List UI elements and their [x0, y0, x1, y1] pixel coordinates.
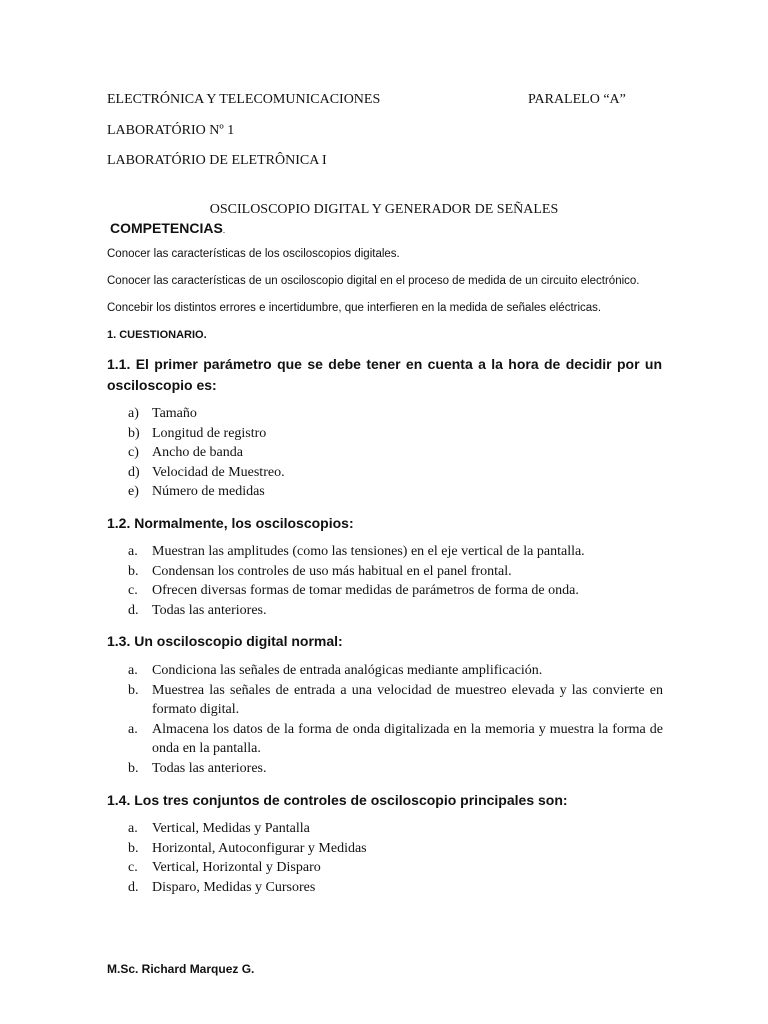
- parallel-label: PARALELO “A”: [528, 92, 626, 107]
- options-1-1: [128, 404, 663, 502]
- list-item: a. Condiciona las señales de entrada analógicas mediante amplificación.: [128, 663, 543, 678]
- list-item: c) Ancho de banda: [128, 445, 243, 460]
- author-footer: M.Sc. Richard Marquez G.: [107, 962, 255, 976]
- list-item: b) Longitud de registro: [128, 425, 267, 441]
- list-item: d. Disparo, Medidas y Cursores: [128, 879, 316, 895]
- list-item: a) Tamaño: [128, 406, 197, 421]
- list-item: a. Muestran las amplitudes (como las tensiones) en el eje vertical de la pantalla.: [128, 544, 585, 559]
- section-heading: 1. CUESTIONARIO.: [107, 329, 207, 341]
- competency-item: Conocer las características de un osciloscopio digital en el proceso de medida de un circuito electrónico.: [107, 275, 640, 287]
- question-1-2: 1.2. Normalmente, los osciloscopios:: [107, 515, 354, 531]
- list-item: b. Condensan los controles de uso más habitual en el panel frontal.: [128, 563, 512, 579]
- list-item: c. Vertical, Horizontal y Disparo: [128, 860, 321, 875]
- lab-name: LABORATÓRIO DE ELETRÔNICA I: [107, 153, 327, 168]
- list-item: e) Número de medidas: [128, 484, 265, 499]
- competency-item: Conocer las características de los osciloscopios digitales.: [107, 248, 400, 260]
- question-1-1: 1.1. El primer parámetro que se debe tener en cuenta a la hora de decidir por un osciloscopio es:: [107, 356, 662, 393]
- document-title: OSCILOSCOPIO DIGITAL Y GENERADOR DE SEÑALES: [209, 202, 559, 217]
- list-item: b. Horizontal, Autoconfigurar y Medidas: [128, 840, 367, 856]
- question-1-4: 1.4. Los tres conjuntos de controles de osciloscopio principales son:: [107, 792, 568, 808]
- options-1-3: [128, 661, 663, 778]
- list-item: d. Todas las anteriores.: [128, 602, 267, 618]
- lab-number: LABORATÓRIO Nº 1: [107, 123, 235, 138]
- list-item: b. Todas las anteriores.: [128, 760, 267, 776]
- competency-item: Concebir los distintos errores e incertidumbre, que interfieren en la medida de señales eléctricas.: [107, 302, 602, 314]
- list-item: a. Almacena los datos de la forma de onda digitalizada en la memoria y muestra la forma de onda en la pantalla.: [128, 721, 663, 756]
- question-1-3: 1.3. Un osciloscopio digital normal:: [107, 633, 343, 649]
- options-1-4: [128, 819, 663, 897]
- list-item: d) Velocidad de Muestreo.: [128, 464, 285, 480]
- institution-heading: ELECTRÓNICA Y TELECOMUNICACIONES: [107, 92, 381, 107]
- list-item: a. Vertical, Medidas y Pantalla: [128, 821, 310, 836]
- options-1-2: [128, 542, 663, 620]
- list-item: c. Ofrecen diversas formas de tomar medidas de parámetros de forma de onda.: [128, 583, 579, 598]
- competencies-heading: COMPETENCIAS.: [110, 220, 226, 236]
- list-item: b. Muestrea las señales de entrada a una velocidad de muestreo elevada y las convierte en formato digital.: [128, 682, 663, 717]
